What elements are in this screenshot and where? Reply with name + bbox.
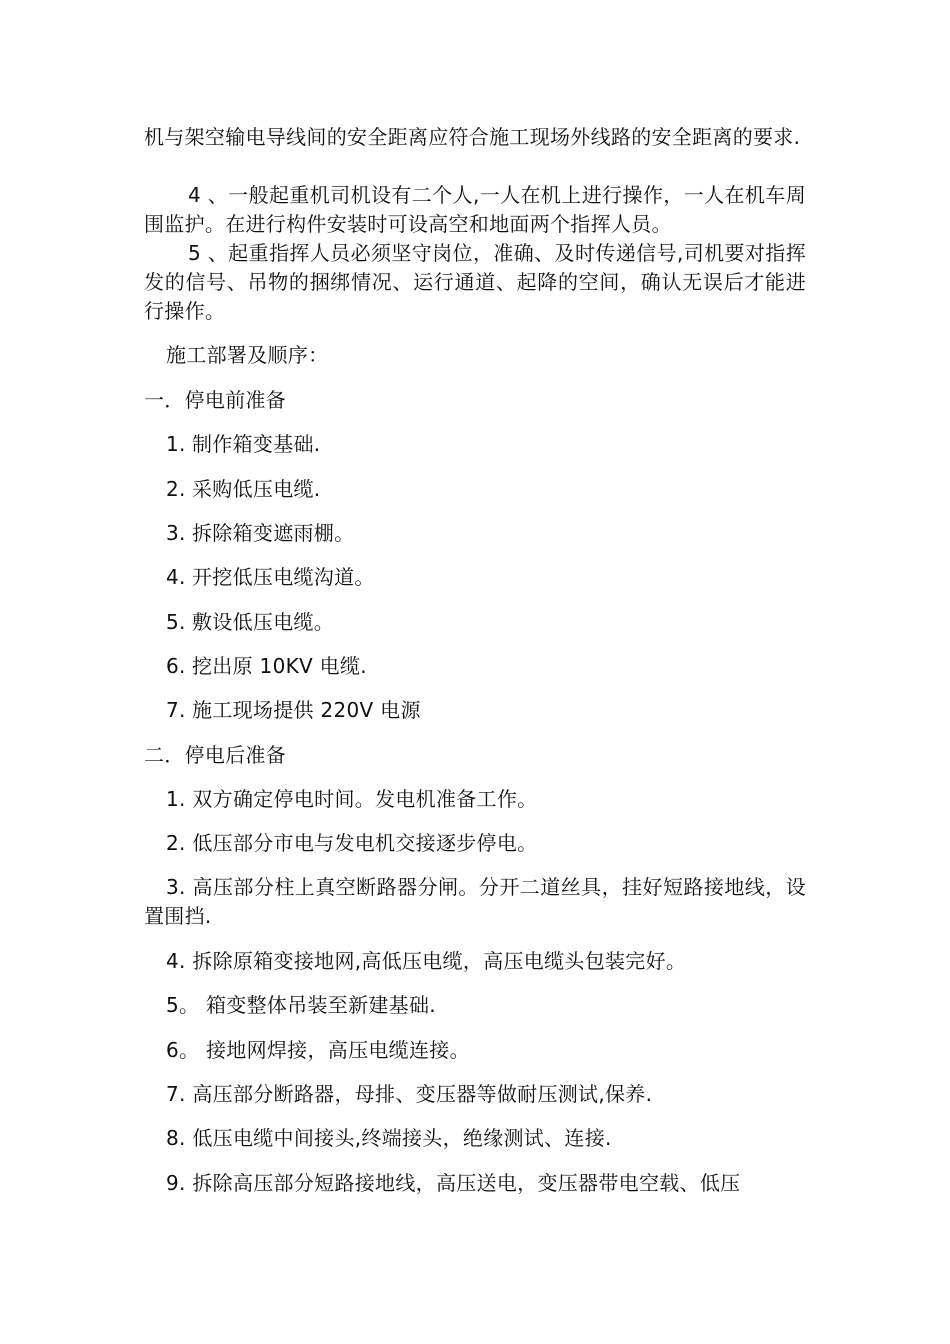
list-item	[166, 652, 367, 680]
list-item: 6。 接地网焊接，高压电缆连接。	[166, 1038, 470, 1062]
list-item: 7. 高压部分断路器，母排、变压器等做耐压测试,保养.	[166, 1082, 653, 1106]
list-item-text: 制作箱变基础.	[192, 432, 321, 456]
list-item-text: 采购低压电缆.	[192, 477, 321, 501]
list-item-number: 1.	[166, 432, 186, 456]
list-item	[166, 519, 354, 547]
list-item-text: 敷设低压电缆。	[192, 610, 335, 634]
paragraph-crane-operators: 4 、一般起重机司机设有二个人,一人在机上进行操作，一人在机车周围监护。在进行构件安装时可设高空和地面两个指挥人员。	[144, 183, 806, 236]
list-item-text: 开挖低压电缆沟道。	[192, 565, 375, 589]
list-item: 8. 低压电缆中间接头,终端接头，绝缘测试、连接.	[166, 1126, 612, 1150]
list-item: 9. 拆除高压部分短路接地线，高压送电，变压器带电空载、低压	[166, 1171, 741, 1195]
list-item-number: 7.	[166, 698, 186, 722]
list-item-text: 拆除箱变遮雨棚。	[192, 521, 355, 545]
list-item: 2. 低压部分市电与发电机交接逐步停电。	[166, 831, 538, 855]
list-item: 5。 箱变整体吊装至新建基础.	[166, 993, 436, 1017]
list-item-text: 挖出原 10KV 电缆.	[192, 654, 367, 678]
list-item-number: 2.	[166, 477, 186, 501]
list-item-number: 5.	[166, 610, 186, 634]
list-item	[166, 563, 375, 591]
list-item	[166, 696, 421, 724]
list-item-text: 施工现场提供 220V 电源	[192, 698, 421, 722]
list-item-number: 6.	[166, 654, 186, 678]
list-item: 4. 拆除原箱变接地网,高低压电缆，高压电缆头包装完好。	[166, 949, 687, 973]
part2-heading: 二．停电后准备	[144, 743, 287, 767]
list-item-number: 4.	[166, 565, 186, 589]
paragraph-safety-distance: 机与架空输电导线间的安全距离应符合施工现场外线路的安全距离的要求.	[144, 125, 801, 149]
part1-heading: 一．停电前准备	[144, 388, 287, 412]
list-item	[166, 475, 320, 503]
section-title: 施工部署及顺序：	[166, 343, 329, 367]
list-item	[166, 608, 334, 636]
list-item-number: 3.	[166, 521, 186, 545]
list-item	[166, 430, 320, 458]
list-item: 3. 高压部分柱上真空断路器分闸。分开二道丝具，挂好短路接地线，设置围挡.	[144, 875, 806, 928]
list-item: 1. 双方确定停电时间。发电机准备工作。	[166, 787, 538, 811]
paragraph-crane-signaler: 5 、起重指挥人员必须坚守岗位，准确、及时传递信号,司机要对指挥发的信号、吊物的捆绑情况、运行通道、起降的空间，确认无误后才能进行操作。	[144, 241, 806, 323]
